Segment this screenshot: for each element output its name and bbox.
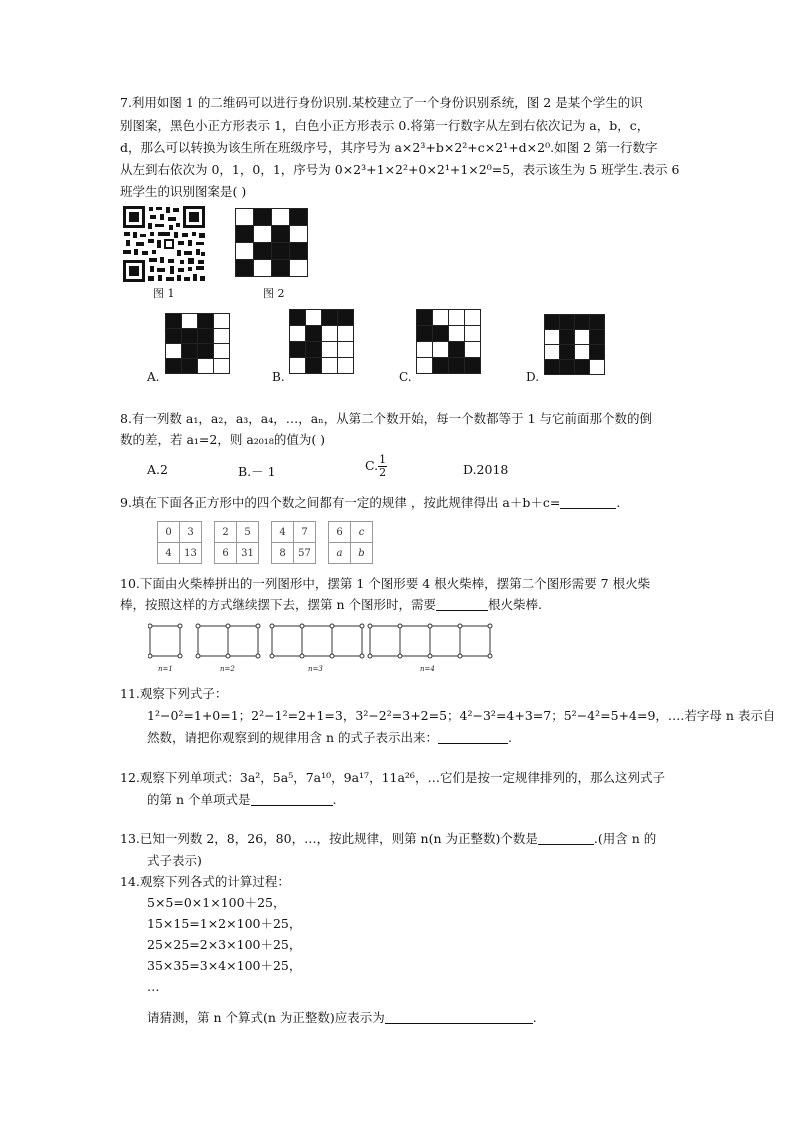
q8-option-d[interactable]: D.2018 [463,462,509,477]
q9-square-cell: 7 [294,522,316,543]
matchstick-joint [270,654,274,658]
q7-line-2: 别图案，黑色小正方形表示 1，白色小正方形表示 0.将第一行数字从左到右依次记为 a，b，c， [120,118,650,133]
black-cell [560,315,575,330]
q14-text-a: 请猜测，第 n 个算式(n 为正整数)应表示为 [147,1010,385,1025]
q7-option-b-label[interactable]: B. [272,370,285,384]
grid-row [166,344,230,359]
grid-row [417,342,481,358]
grid-row [236,226,308,243]
white-cell [322,358,338,374]
white-cell [166,344,182,359]
figure-2-caption: 图 2 [263,287,285,300]
q10-line-2 [120,596,542,614]
black-cell [198,314,214,329]
black-cell [560,330,575,345]
black-cell [560,345,575,360]
q14-row-4: 35×35=3×4×100＋25， [147,958,302,973]
fraction-one-half [378,454,387,479]
white-cell [575,345,590,360]
black-cell [272,226,290,243]
grid-row [166,314,230,329]
q9-square-cell: 4 [272,522,294,543]
matchstick-joint [428,624,432,628]
matchstick-figures [148,620,500,675]
q14-row-5: … [147,979,160,994]
black-cell [166,329,182,344]
q11-answer-blank[interactable] [438,731,508,744]
black-cell [182,329,198,344]
white-cell [545,345,560,360]
q9-line [120,494,620,512]
black-cell [166,359,182,374]
white-cell [322,342,338,358]
white-cell [290,358,306,374]
grid-row [236,209,308,226]
matchstick-joint [488,624,492,628]
q9-square-cell: b [351,543,373,564]
black-cell [272,243,290,260]
black-cell [560,360,575,375]
q11-title: 11.观察下列式子： [120,686,228,701]
grid-row [236,243,308,260]
white-cell [465,310,481,326]
white-cell [417,358,433,374]
matchstick-joint [196,624,200,628]
grid-row [166,359,230,374]
black-cell [433,326,449,342]
black-cell [590,315,605,330]
grid-row [290,326,354,342]
q9-number-square-4 [328,521,373,564]
matchstick-joint [226,654,230,658]
matchstick-joint [270,624,274,628]
grid-row [545,330,605,345]
matchstick-joint [330,654,334,658]
black-cell [545,315,560,330]
q7-option-c-grid[interactable] [416,309,481,374]
white-cell [449,310,465,326]
q13-line-1 [120,830,656,848]
q14-row-3: 25×25=2×3×100＋25， [147,937,302,952]
matchstick-figure-3 [272,626,362,656]
white-cell [590,360,605,375]
q9-square-cell: a [329,543,351,564]
black-cell [306,342,322,358]
matchstick-joint [148,654,152,658]
q14-text-b: . [532,1010,537,1025]
q9-square-cell: 6 [215,543,237,564]
q9-square-cell: 31 [237,543,259,564]
matchstick-label-n3: n=3 [308,665,323,673]
black-cell [575,315,590,330]
q10-line-1: 10.下面由火柴棒拼出的一列图形中，摆第 1 个图形要 4 根火柴棒，摆第二个图形需要 7 根火柴 [120,576,651,591]
grid-row [290,310,354,326]
black-cell [417,326,433,342]
matchstick-joint [178,624,182,628]
matchstick-joint [360,654,364,658]
q7-option-b-grid[interactable] [289,309,354,374]
black-cell [198,329,214,344]
q10-answer-blank[interactable] [436,598,488,611]
grid-row [545,360,605,375]
q7-option-a-grid[interactable] [165,313,230,374]
fraction-denominator: 2 [379,466,387,479]
black-cell [254,209,272,226]
black-cell [182,359,198,374]
q12-answer-blank[interactable] [251,793,333,806]
matchstick-joint [360,624,364,628]
black-cell [290,310,306,326]
white-cell [465,326,481,342]
grid-row [290,342,354,358]
matchstick-joint [256,624,260,628]
q12-line-1: 12.观察下列单项式：3a²，5a⁵，7a¹⁰，9a¹⁷，11a²⁶，…它们是按一定规律排列的，那么这列式子 [120,770,665,785]
white-cell [254,260,272,277]
matchstick-joint [226,624,230,628]
q9-number-square-3 [271,521,316,564]
white-cell [214,329,230,344]
q9-square-cell: 0 [158,522,180,543]
white-cell [214,314,230,329]
q10-text-b: 根火柴棒. [488,597,542,612]
black-cell [306,358,322,374]
white-cell [272,209,290,226]
black-cell [254,243,272,260]
black-cell [433,358,449,374]
black-cell [338,310,354,326]
grid-row [545,345,605,360]
q14-title: 14.观察下列各式的计算过程： [120,874,290,889]
figure-2-grid [235,208,308,277]
white-cell [322,326,338,342]
black-cell [290,243,308,260]
q9-square-cell: 13 [180,543,202,564]
matchstick-figure-1 [150,626,180,656]
black-cell [198,344,214,359]
q10-text-a: 棒，按照这样的方式继续摆下去，摆第 n 个图形时，需要 [120,597,436,612]
matchstick-joint [368,654,372,658]
matchstick-joint [398,654,402,658]
white-cell [290,226,308,243]
q12-text-b: . [332,792,337,807]
q11-line-1: 1²−0²=1+0=1；2²−1²=2+1=3，3²−2²=3+2=5；4²−3²=4+3=7；5²−4²=5+4=9，….若字母 n 表示自 [147,708,776,723]
white-cell [338,326,354,342]
matchstick-joint [178,654,182,658]
q9-square-cell: c [351,522,373,543]
q8-line-1: 8.有一列数 a₁，a₂，a₃，a₄，…，aₙ，从第二个数开始，每一个数都等于 1 与它前面那个数的倒 [120,411,653,426]
matchstick-label-n2: n=2 [220,665,235,673]
q12-line-2 [147,791,336,809]
white-cell [338,342,354,358]
white-cell [290,260,308,277]
matchstick-joint [368,624,372,628]
q9-square-cell: 2 [215,522,237,543]
q14-row-2: 15×15=1×2×100＋25， [147,916,302,931]
q13-text-a: 13.已知一列数 2，8，26，80，…，按此规律，则第 n(n 为正整数)个数是 [120,831,538,846]
q11-text-a: 然数，请把你观察到的规律用含 n 的式子表示出来： [147,730,438,745]
q7-option-c-label[interactable]: C. [399,370,412,384]
black-cell [166,314,182,329]
matchstick-joint [488,654,492,658]
matchstick-joint [256,654,260,658]
white-cell [338,358,354,374]
matchstick-joint [398,624,402,628]
q13-text-b: .(用含 n 的 [593,831,657,846]
white-cell [214,359,230,374]
white-cell [306,310,322,326]
grid-row [417,358,481,374]
grid-row [417,310,481,326]
white-cell [449,326,465,342]
black-cell [449,358,465,374]
q9-number-square-1 [157,521,202,564]
q9-square-cell: 6 [329,522,351,543]
q7-option-d-label[interactable]: D. [526,370,540,384]
black-cell [182,344,198,359]
black-cell [575,360,590,375]
q9-square-cell: 8 [272,543,294,564]
q13-answer-blank[interactable] [538,832,594,845]
white-cell [465,342,481,358]
q9-square-cell: 57 [294,543,316,564]
fraction-numerator: 1 [379,453,387,466]
q8-option-c[interactable] [365,454,387,479]
figure-1-caption: 图 1 [153,287,175,300]
black-cell [449,342,465,358]
black-cell [290,209,308,226]
matchstick-joint [330,624,334,628]
q14-guess-line [147,1009,537,1027]
black-cell [322,310,338,326]
q14-row-1: 5×5=0×1×100＋25， [147,895,286,910]
white-cell [417,342,433,358]
white-cell [575,330,590,345]
matchstick-joint [148,624,152,628]
black-cell [590,345,605,360]
black-cell [417,310,433,326]
black-cell [465,358,481,374]
black-cell [236,226,254,243]
white-cell [433,342,449,358]
white-cell [236,209,254,226]
black-cell [306,326,322,342]
matchstick-label-n4: n=4 [420,665,435,673]
white-cell [236,243,254,260]
matchstick-label-n1: n=1 [158,665,173,673]
q12-text-a: 的第 n 个单项式是 [147,792,251,807]
matchstick-joint [196,654,200,658]
white-cell [182,314,198,329]
white-cell [545,330,560,345]
q7-line-1: 7.利用如图 1 的二维码可以进行身份识别.某校建立了一个身份识别系统，图 2 是某个学生的识 [120,95,643,110]
grid-row [166,329,230,344]
q9-square-cell: 4 [158,543,180,564]
q7-line-5: 班学生的识别图案是( ) [120,184,247,199]
q8-option-b[interactable]: B.－ 1 [238,464,276,479]
q9-text: 9.填在下面各正方形中的四个数之间都有一定的规律 ，按此规律得出 a＋b＋c= [120,495,561,510]
matchstick-joint [428,654,432,658]
q7-option-d-grid[interactable] [544,314,605,375]
q7-line-4: 从左到右依次为 0，1，0，1，序号为 0×2³+1×2²+0×2¹+1×2⁰=5，表示该生为 5 班学生.表示 6 [120,162,680,177]
q9-end: . [616,495,621,510]
matchstick-joint [458,654,462,658]
q8-option-a[interactable]: A.2 [147,462,168,477]
q11-line-2 [147,729,512,747]
white-cell [254,226,272,243]
grid-row [290,358,354,374]
q7-option-a-label[interactable]: A. [147,370,160,384]
matchstick-joint [300,624,304,628]
black-cell [590,330,605,345]
q9-square-cell: 5 [237,522,259,543]
black-cell [290,342,306,358]
white-cell [433,310,449,326]
q9-square-cell: 3 [180,522,202,543]
q9-answer-blank[interactable] [560,496,616,509]
q8-option-c-label: C. [365,458,379,473]
white-cell [214,344,230,359]
black-cell [545,360,560,375]
q11-text-b: . [508,730,512,745]
q7-line-3: d，那么可以转换为该生所在班级序号，其序号为 a×2³+b×2²+c×2¹+d×2⁰.如图 2 第一行数字 [120,140,658,155]
grid-row [417,326,481,342]
matchstick-joint [300,654,304,658]
q8-line-2: 数的差，若 a₁=2，则 a₂₀₁₈的值为( ) [120,432,326,447]
black-cell [236,260,254,277]
grid-row [236,260,308,277]
qr-code-image [122,205,206,283]
black-cell [272,260,290,277]
q14-answer-blank[interactable] [385,1011,533,1024]
matchstick-joint [458,624,462,628]
grid-row [545,315,605,330]
q13-line-2: 式子表示) [147,853,202,868]
white-cell [290,326,306,342]
q9-number-square-2 [214,521,259,564]
white-cell [198,359,214,374]
